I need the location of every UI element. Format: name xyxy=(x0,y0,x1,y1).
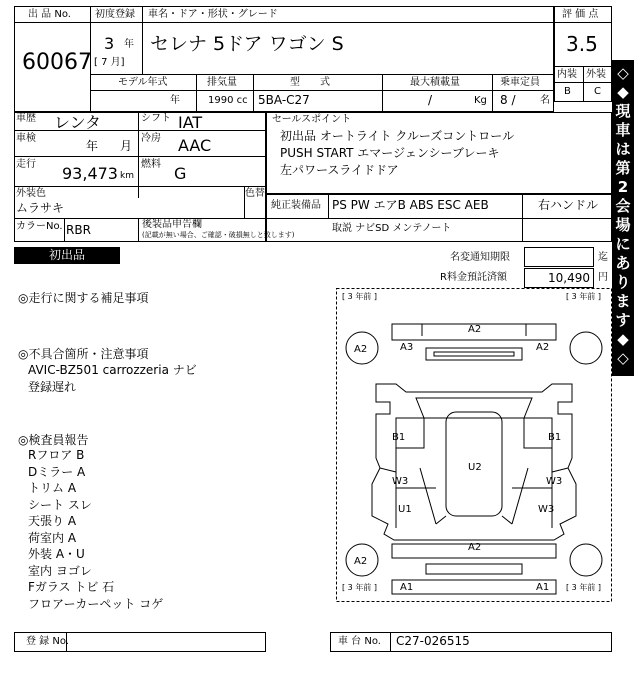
ac-value: AAC xyxy=(178,136,212,155)
interior-grade: B xyxy=(564,86,571,97)
recycle-label: R料金預託済額 xyxy=(440,272,507,283)
score-value: 3.5 xyxy=(566,32,598,56)
mark-right-sill: W3 xyxy=(538,504,555,515)
fuel-value: G xyxy=(174,164,187,183)
mark-front-left-wheel: A2 xyxy=(354,556,368,567)
history-label: 車歴 xyxy=(16,113,36,124)
inspector-item: フロアーカーペット コゲ xyxy=(28,596,164,611)
inspection-label: 車検 xyxy=(16,133,36,144)
mark-right-quarter: W3 xyxy=(546,476,563,487)
diagram-border xyxy=(337,289,612,602)
first-reg-year-unit: 年 xyxy=(124,39,134,50)
exterior-grade: C xyxy=(594,86,601,97)
car-name: セレナ 5ドア ワゴン S xyxy=(150,33,344,55)
color-no-value: RBR xyxy=(66,223,91,237)
mark-roof: U2 xyxy=(468,462,482,473)
corner-bl-label: [ 3 年前 ] xyxy=(342,583,377,592)
front-right-wheel xyxy=(570,544,602,576)
fuel-label: 燃料 xyxy=(141,159,161,170)
capacity-label: 乗車定員 xyxy=(500,77,540,88)
displacement-value: 1990 cc xyxy=(208,95,248,106)
equip-value: PS PW エアB ABS ESC AEB xyxy=(332,198,489,212)
model-year-label: モデル年式 xyxy=(118,77,168,88)
corner-tl-label: [ 3 年前 ] xyxy=(342,292,377,301)
deadline-label: 名変通知期限 xyxy=(450,252,510,263)
lot-number: 60067 xyxy=(22,50,92,75)
max-load-value: / xyxy=(428,93,433,107)
ac-label: 冷房 xyxy=(141,133,161,144)
aftermarket-label: 後装品申告欄 xyxy=(142,219,202,230)
corner-tr-label: [ 3 年前 ] xyxy=(566,292,601,301)
inspector-title: ◎検査員報告 xyxy=(18,433,89,447)
mark-right-door: B1 xyxy=(548,432,562,443)
deadline-value-box xyxy=(524,247,594,267)
rear-panel-shape xyxy=(426,348,522,360)
first-listing-badge: 初出品 xyxy=(14,247,120,264)
inspector-item: Dミラー A xyxy=(28,464,86,479)
sales-line-1: 初出品 オートライト クルーズコントロール xyxy=(280,129,515,143)
inspector-item: 外装 A・U xyxy=(28,547,85,561)
history-value: レンタ xyxy=(54,113,101,132)
sidebar-text: ◇ ◆ 現 車 は 第 2 会 場 に あ り ま す ◆ ◇ xyxy=(615,64,631,367)
deadline-unit: 迄 xyxy=(598,252,608,263)
car-label: 車名・ドア・形状・グレード xyxy=(148,9,278,20)
score-label: 評 価 点 xyxy=(562,9,599,20)
mileage-value: 93,473 xyxy=(62,164,118,183)
mark-rear-bumper: A2 xyxy=(468,324,482,335)
sales-line-2: PUSH START エマージェンシーブレーキ xyxy=(280,146,500,160)
rear-window xyxy=(416,398,532,418)
exterior-label: 外装 xyxy=(586,69,606,80)
mark-left-quarter: W3 xyxy=(392,476,409,487)
defects-title: ◎不具合箇所・注意事項 xyxy=(18,347,149,361)
first-reg-label: 初度登録 xyxy=(95,9,135,20)
sales-title: セールスポイント xyxy=(272,114,352,125)
interior-label: 内装 xyxy=(557,69,577,80)
chassis-no-value: C27-026515 xyxy=(396,634,470,648)
car-diagram xyxy=(336,288,612,602)
type-label: 型 式 xyxy=(290,77,330,88)
color-value: ムラサキ xyxy=(16,201,65,215)
sidebar-banner xyxy=(612,60,634,376)
manual-value: 取説 ナビSD メンテノート xyxy=(332,223,452,234)
driving-notes-title: ◎走行に関する補足事項 xyxy=(18,291,149,305)
defect-1: AVIC-BZ501 carrozzeria ナビ xyxy=(28,363,197,377)
corner-br-label: [ 3 年前 ] xyxy=(566,583,601,592)
mark-front-left-spoiler: A1 xyxy=(400,582,414,593)
inspector-item: 荷室内 A xyxy=(28,530,77,545)
capacity-value: 8 / xyxy=(500,93,516,107)
first-reg-year: 3 xyxy=(104,34,115,53)
recycle-value: 10,490 xyxy=(548,271,590,285)
max-load-label: 最大積載量 xyxy=(410,77,460,88)
inspector-item: 天張り A xyxy=(28,514,77,528)
front-spoiler-shape xyxy=(392,580,556,594)
color-label: 外装色 xyxy=(16,188,46,199)
chassis-no-label: 車 台 No. xyxy=(338,636,381,647)
front-grille-shape xyxy=(426,564,522,574)
defect-2: 登録遅れ xyxy=(28,380,77,394)
first-reg-month: [ 7 月] xyxy=(94,57,125,68)
mark-left-door: B1 xyxy=(392,432,406,443)
mark-front-bumper: A2 xyxy=(468,542,482,553)
steering-value: 右ハンドル xyxy=(538,198,599,212)
mark-front-right-spoiler: A1 xyxy=(536,582,550,593)
inspector-item: Rフロア B xyxy=(28,448,85,462)
max-load-unit: Kg xyxy=(474,95,487,106)
type-value: 5BA-C27 xyxy=(258,93,310,107)
equip-label: 純正装備品 xyxy=(271,200,321,211)
mark-rear-right-panel: A2 xyxy=(536,342,550,353)
lot-label: 出 品 No. xyxy=(28,9,71,20)
capacity-unit: 名 xyxy=(540,95,550,106)
reg-no-label: 登 録 No. xyxy=(26,636,69,647)
color-change-label: 色替 xyxy=(245,188,265,199)
mileage-label: 走行 xyxy=(16,159,36,170)
inspector-item: シート スレ xyxy=(28,497,92,512)
model-year-unit: 年 xyxy=(170,95,180,106)
shift-value: IAT xyxy=(178,113,203,132)
mark-left-sill: U1 xyxy=(398,504,412,515)
mileage-unit: km xyxy=(120,171,134,181)
aftermarket-note: (記載が無い場合、ご確認・破損無しと致します) xyxy=(142,231,295,239)
rear-right-wheel xyxy=(570,332,602,364)
displacement-label: 排気量 xyxy=(207,77,237,88)
inspector-item: トリム A xyxy=(28,481,77,495)
inspection-year: 年 xyxy=(86,139,99,153)
recycle-unit: 円 xyxy=(598,272,608,283)
shift-label: シフト xyxy=(141,113,171,124)
mark-rear-left-wheel: A2 xyxy=(354,344,368,355)
inspection-month: 月 xyxy=(120,139,133,153)
inspector-item: Fガラス トビ 石 xyxy=(28,580,115,594)
inspector-list xyxy=(28,447,163,612)
mark-rear-left-panel: A3 xyxy=(400,342,414,353)
sales-line-3: 左パワースライドドア xyxy=(280,163,399,177)
inspector-item: 室内 ヨゴレ xyxy=(28,563,92,578)
color-no-label: カラーNo. xyxy=(16,221,63,232)
